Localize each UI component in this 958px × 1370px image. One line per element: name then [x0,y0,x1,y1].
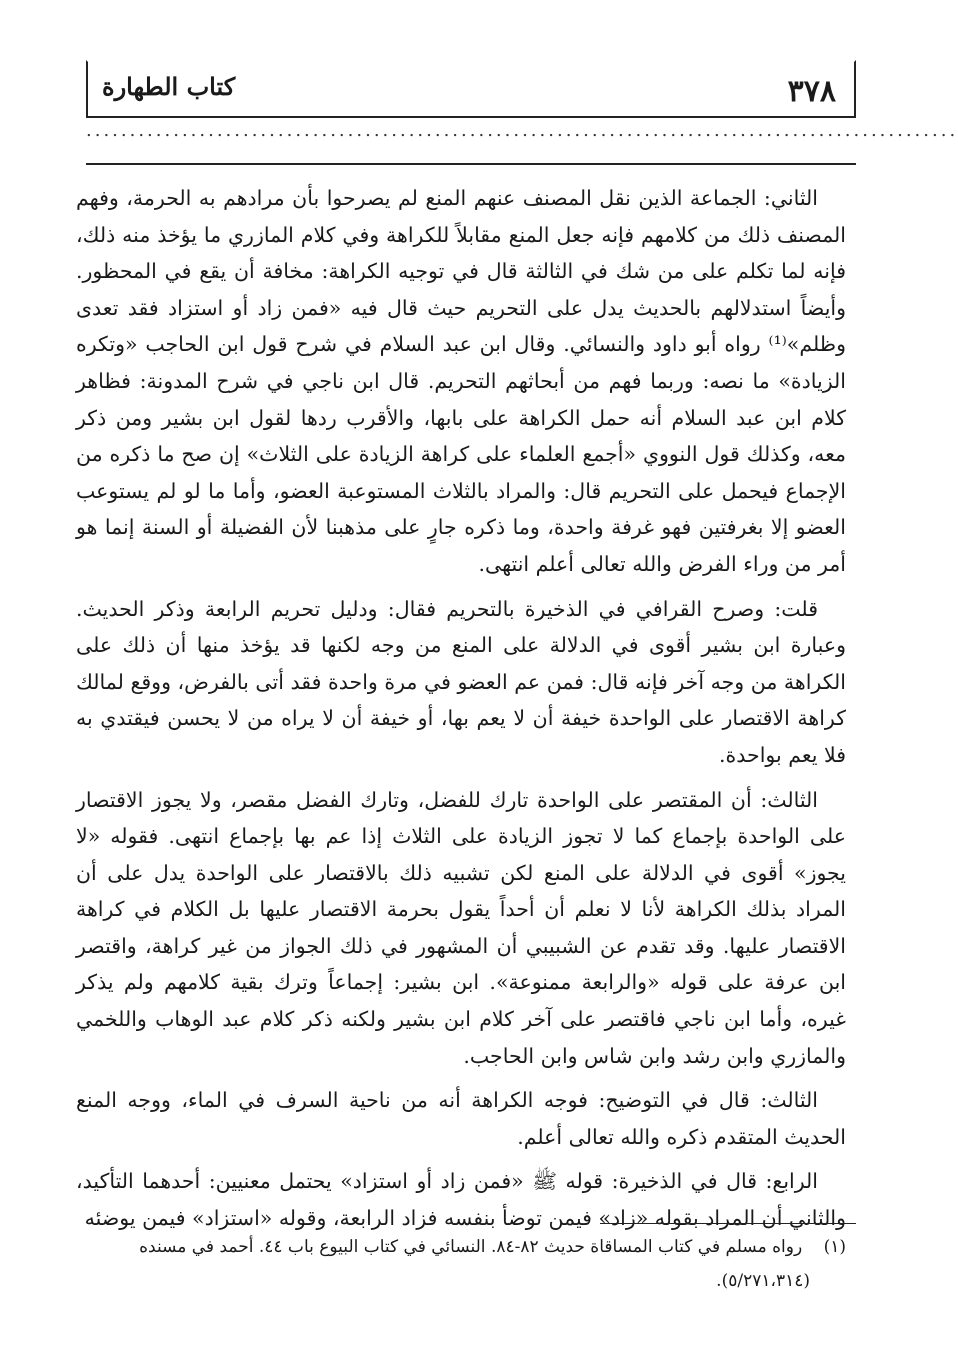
running-title: كتاب الطهارة [102,72,236,101]
paragraph: الثالث: قال في التوضيح: فوجه الكراهة أنه من ناحية السرف في الماء، ووجه المنع الحديث المتقدم ذكره والله تعالى أعلم. [76,1088,846,1149]
footnote [86,1230,846,1298]
top-rule [86,163,856,165]
footnote-text-line1: رواه مسلم في كتاب المساقاة حديث ٨٢-٨٤. النسائي في كتاب البيوع باب ٤٤. أحمد في مسنده [139,1237,803,1257]
paragraph: الثاني: الجماعة الذين نقل المصنف عنهم المنع لم يصرحوا بأن مرادهم به الحرمة، وفهم المصنف ذلك من كلامهم فإنه جعل المنع مقابلاً للكراهة وفي كلام المازري ما يؤخذ منه ذلك، فإنه لما تكلم على من شك في الثالثة قال في توجيه الكراهة: مخافة أن يقع في المحظور. وأيضاً استدلالهم بالحديث يدل على التحريم حيث قال فيه «فمن زاد أو استزاد فقد تعدى وظلم»⁽¹⁾ رواه أبو داود والنسائي. وقال ابن عبد السلام في شرح قول ابن الحاجب «وتكره الزيادة» ما نصه: وربما فهم من أبحاثهم التحريم. قال ابن ناجي في شرح المدونة: فظاهر كلام ابن عبد السلام أنه حمل الكراهة على بابها، والأقرب ردها لقول ابن بشير ومن ذكر معه، وكذلك قول النووي «أجمع العلماء على كراهة الزيادة على الثلاث» إن صح ما ذكره من الإجماع فيحمل على التحريم قال: والمراد بالثلاث المستوعبة العضو، وأما ما لو لم يستوعب العضو إلا بغرفتين فهو غرفة واحدة، وما ذكره جارٍ على مذهبنا لأن الفضيلة أو السنة إنما هو أمر من وراء الفرض والله تعالى أعلم انتهى. [76,186,846,576]
paragraph: الرابع: قال في الذخيرة: قوله ﷺ «فمن زاد أو استزاد» يحتمل معنيين: أحدهما التأكيد، والثاني أن المراد بقوله «زاد» فيمن توضأ بنفسه فزاد الرابعة، وقوله «استزاد» فيمن يوضئه [76,1169,846,1231]
footnote-rule [600,1223,856,1224]
page-header [86,60,856,118]
footnote-number: (١) [823,1237,846,1257]
page-number: ٣٧٨ [787,74,836,109]
footnote-text-line2: (٥/٢٧١،٣١٤). [716,1271,810,1291]
dotted-separator: .................................................................................................... [86,120,958,141]
main-text [76,180,846,1245]
paragraph: قلت: وصرح القرافي في الذخيرة بالتحريم فقال: ودليل تحريم الرابعة وذكر الحديث. وعبارة ابن بشير أقوى في الدلالة على المنع من وجه لكنها قد يؤخذ منها أن ذلك على الكراهة من وجه آخر فإنه قال: فمن عم العضو في مرة واحدة فقد أتى بالفرض، ووقع لمالك كراهة الاقتصار على الواحدة خيفة أن لا يعم بها، أو خيفة أن لا يراه من لا يحسن فيقتدي به فلا يعم بواحدة. [76,596,846,767]
paragraph: الثالث: أن المقتصر على الواحدة تارك للفضل، وتارك الفضل مقصر، ولا يجوز الاقتصار على الواحدة بإجماع كما لا تجوز الزيادة على الثلاث إذا عم بها بإجماع انتهى. فقوله «لا يجوز» أقوى في الدلالة على المنع لكن تشبيه ذلك بالاقتصار على الواحدة يدل على أن المراد بذلك الكراهة لأنا لا نعلم أن أحداً يقول بحرمة الاقتصار عليها بل الكلام في كراهة الاقتصار عليها. وقد تقدم عن الشبيبي أن المشهور في ذلك الجواز من غير كراهة، واقتصر ابن عرفة على قوله «والرابعة ممنوعة». ابن بشير: إجماعاً وترك بقية كلامهم ولم يذكر غيره، وأما ابن ناجي فاقتصر على آخر كلام ابن بشير ولكنه ذكر كلام عبد الوهاب واللخمي والمازري وابن رشد وابن شاس وابن الحاجب. [76,787,846,1068]
